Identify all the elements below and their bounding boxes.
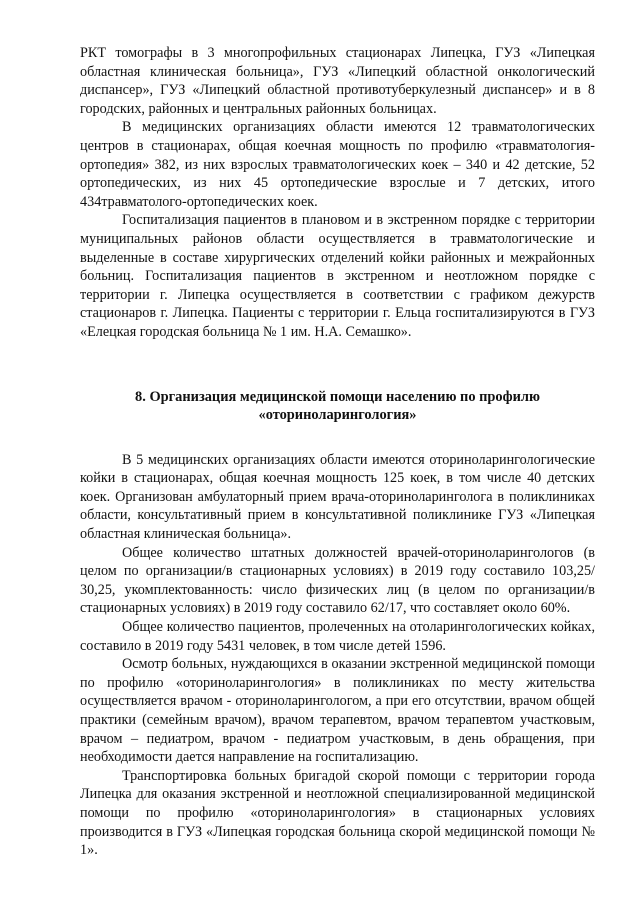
paragraph-ent-staffing: Общее количество штатных должностей врачей-оториноларингологов (в целом по организации/в стационарных условиях) в 2019 году составило 103,25/ 30,25, укомплектованность: число физических лиц (в целом по организации/в стационарных условиях) в 2019 году составило 62/17, что составляет около 60%. bbox=[80, 544, 595, 617]
paragraph-ct-scanners: РКТ томографы в 3 многопрофильных стационарах Липецка, ГУЗ «Липецкая областная клиническая больница», ГУЗ «Липецкий областной онкологический диспансер», ГУЗ «Липецкий областной противотуберкулезный диспансер» и в 8 городских, районных и центральных районных больницах. bbox=[80, 45, 595, 117]
section-heading-line1: 8. Организация медицинской помощи населению по профилю bbox=[135, 388, 540, 405]
paragraph-ent-transport: Транспортировка больных бригадой скорой помощи с территории города Липецка для оказания экстренной и неотложной специализированной медицинской помощи по профилю «оториноларингология» в стационарных условиях производится в ГУЗ «Липецкая городская больница скорой медицинской помощи № 1». bbox=[80, 767, 595, 859]
paragraph-trauma-centers: В медицинских организациях области имеются 12 травматологических центров в стационарах, общая коечная мощность по профилю «травматология-ортопедия» 382, из них взрослых травматологических коек – 340 и 42 детские, 52 ортопедических, из них 45 ортопедические взрослые и 7 детских, итого 434травматолого-ортопедических коек. bbox=[80, 119, 595, 210]
section-heading bbox=[80, 388, 595, 425]
paragraph-ent-patients: Общее количество пациентов, пролеченных на отоларингологических койках, составило в 2019 году 5431 человек, в том числе детей 1596. bbox=[80, 619, 595, 654]
paragraph-trauma-hospitalization: Госпитализация пациентов в плановом и в экстренном порядке с территории муниципальных районов области осуществляется в травматологические и выделенные в составе хирургических отделений койки районных и межрайонных больниц. Госпитализация пациентов в экстренном и неотложном порядке с территории г. Липецка осуществляется в соответствии с графиком дежурств стационаров г. Липецка. Пациенты с территории г. Ельца госпитализируются в ГУЗ «Елецкая городская больница № 1 им. Н.А. Семашко». bbox=[80, 212, 595, 340]
section-heading-line2: «оториноларингология» bbox=[258, 407, 417, 424]
section-spacer bbox=[80, 342, 595, 388]
heading-spacer bbox=[80, 425, 595, 451]
paragraph-ent-beds: В 5 медицинских организациях области имеются оториноларингологические койки в стационарах, общая коечная мощность 125 коек, в том числе 40 детских коек. Организован амбулаторный прием врача-оториноларинголога в поликлиниках области, консультативный прием в консультативной поликлинике ГУЗ «Липецкая областная клиническая больница». bbox=[80, 451, 595, 543]
paragraph-ent-emergency-exam: Осмотр больных, нуждающихся в оказании экстренной медицинской помощи по профилю «оториноларингология» в поликлиниках по месту жительства осуществляется врачом - оториноларингологом, а при его отсутствии, врачом общей практики (семейным врачом), врачом терапевтом, врачом терапевтом участковым, врачом – педиатром, врачом - педиатром участковым, в день обращения, при необходимости дается направление на госпитализацию. bbox=[80, 656, 595, 766]
document-page bbox=[80, 44, 595, 860]
